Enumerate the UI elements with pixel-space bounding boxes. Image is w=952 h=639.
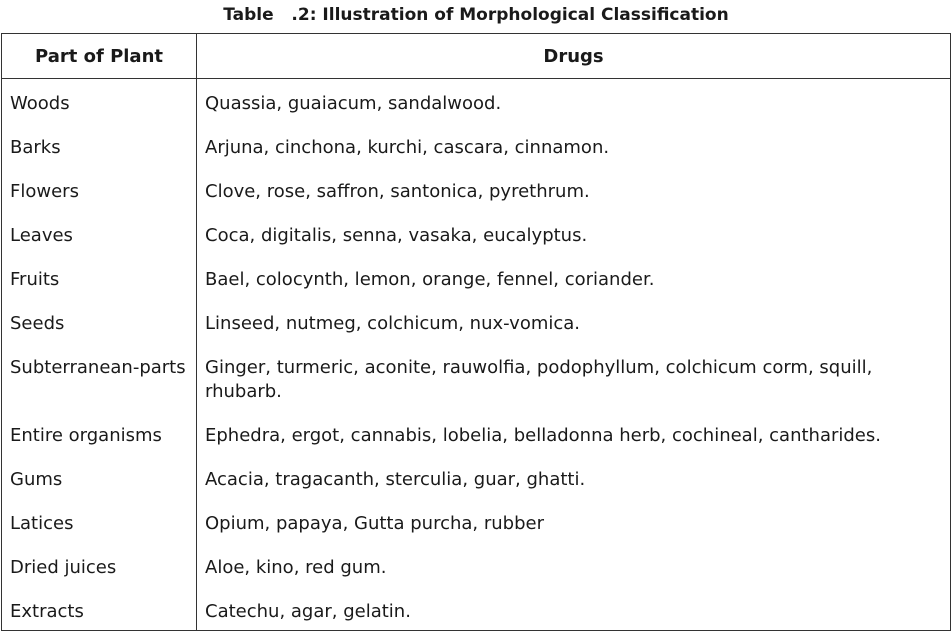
part-cell: Barks [2, 123, 197, 167]
drugs-cell: Coca, digitalis, senna, vasaka, eucalyptus. [197, 211, 951, 255]
column-header-part: Part of Plant [2, 34, 197, 79]
part-cell: Woods [2, 79, 197, 124]
table-row [2, 455, 951, 499]
table-row [2, 343, 951, 411]
table-caption: Table .2: Illustration of Morphological Classification [223, 5, 729, 25]
table-row [2, 123, 951, 167]
part-cell: Fruits [2, 255, 197, 299]
morphological-classification-table [1, 33, 951, 631]
drugs-cell: Clove, rose, saffron, santonica, pyrethrum. [197, 167, 951, 211]
part-cell: Flowers [2, 167, 197, 211]
table-row [2, 543, 951, 587]
column-header-drugs: Drugs [197, 34, 951, 79]
drugs-cell: Linseed, nutmeg, colchicum, nux-vomica. [197, 299, 951, 343]
part-cell: Entire organisms [2, 411, 197, 455]
part-cell: Seeds [2, 299, 197, 343]
table-row [2, 299, 951, 343]
table-row [2, 499, 951, 543]
table-row [2, 587, 951, 631]
drugs-cell: Aloe, kino, red gum. [197, 543, 951, 587]
drugs-cell: Opium, papaya, Gutta purcha, rubber [197, 499, 951, 543]
table-row [2, 167, 951, 211]
drugs-cell: Bael, colocynth, lemon, orange, fennel, coriander. [197, 255, 951, 299]
drugs-cell: Arjuna, cinchona, kurchi, cascara, cinnamon. [197, 123, 951, 167]
part-cell: Leaves [2, 211, 197, 255]
drugs-cell: Quassia, guaiacum, sandalwood. [197, 79, 951, 124]
part-cell: Extracts [2, 587, 197, 631]
drugs-cell: Acacia, tragacanth, sterculia, guar, ghatti. [197, 455, 951, 499]
drugs-cell: Ginger, turmeric, aconite, rauwolfia, podophyllum, colchicum corm, squill, rhubarb. [197, 343, 951, 411]
drugs-cell: Catechu, agar, gelatin. [197, 587, 951, 631]
table-row [2, 211, 951, 255]
table-row [2, 411, 951, 455]
part-cell: Gums [2, 455, 197, 499]
header-row [2, 34, 951, 79]
drugs-cell: Ephedra, ergot, cannabis, lobelia, belladonna herb, cochineal, cantharides. [197, 411, 951, 455]
part-cell: Dried juices [2, 543, 197, 587]
table-row [2, 79, 951, 124]
table-row [2, 255, 951, 299]
part-cell: Latices [2, 499, 197, 543]
part-cell: Subterranean-parts [2, 343, 197, 411]
